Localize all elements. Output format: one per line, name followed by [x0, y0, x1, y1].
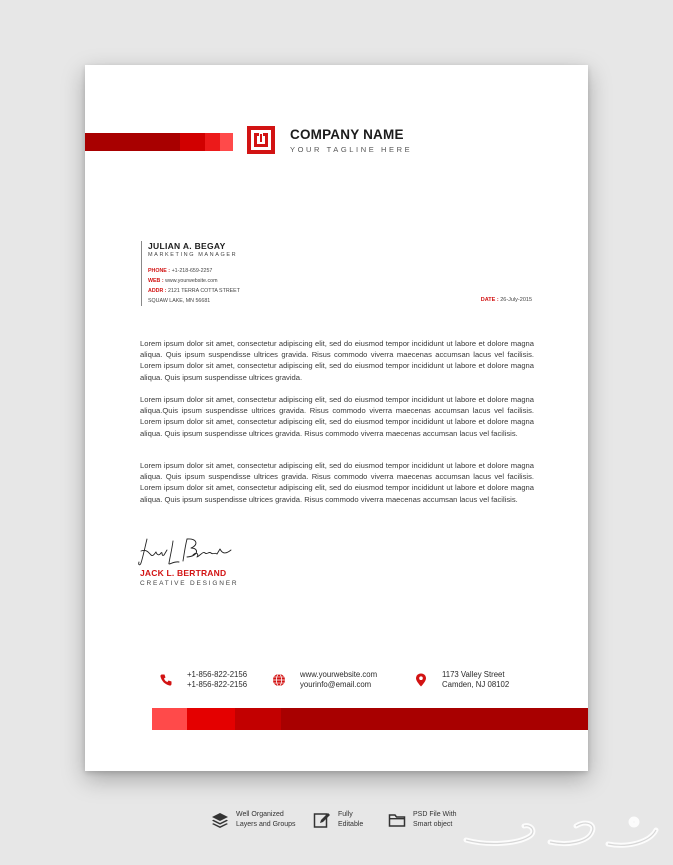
- feature-psd: [388, 810, 457, 829]
- footer-phone-2: +1-856-822-2156: [187, 679, 248, 689]
- footer-address: [414, 670, 509, 689]
- recipient-role: MARKETING MANAGER: [148, 252, 238, 258]
- edit-icon: [313, 811, 331, 829]
- footer-phone-1: +1-856-822-2156: [187, 670, 248, 679]
- feature-layers: [211, 810, 296, 829]
- feature-editable: [313, 810, 363, 829]
- footer-website: www.yourwebsite.com: [300, 670, 378, 679]
- feature-editable-line1: Fully: [338, 811, 353, 818]
- globe-icon: [272, 673, 286, 687]
- feature-psd-line2: Smart object: [413, 820, 453, 828]
- location-pin-icon: [414, 673, 428, 687]
- footer-color-bar: [152, 708, 588, 730]
- body-paragraph-3: Lorem ipsum dolor sit amet, consectetur adipiscing elit, sed do eiusmod tempor incididunt ut labore et dolore magna aliqua. Quis ipsum suspendisse ultrices gravida. Risus commodo viverra maecenas accumsan lacus vel facilisis. Lorem ipsum dolor sit amet, consectetur adipiscing elit, sed do eiusmod tempor incididunt ut labore et dolore magna aliqua. Quis ipsum suspendisse ultrices gravida. Risus commodo viverra maecenas accumsan lacus vel facilisis.: [140, 461, 534, 504]
- signer-name: JACK L. BERTRAND: [140, 568, 227, 578]
- feature-psd-line1: PSD File With: [413, 811, 457, 818]
- feature-layers-line1: Well Organized: [236, 811, 284, 818]
- footer-email: yourinfo@email.com: [300, 679, 372, 689]
- recipient-block: [141, 241, 240, 306]
- handwritten-signature: [137, 533, 233, 569]
- body-paragraph-1: Lorem ipsum dolor sit amet, consectetur adipiscing elit, sed do eiusmod tempor incididunt ut labore et dolore magna aliqua. Quis ipsum suspendisse ultrices gravida. Risus commodo viverra maecenas accumsan lacus vel facilisis. Lorem ipsum dolor sit amet, consectetur adipiscing elit, sed do eiusmod tempor incididunt ut labore et dolore magna aliqua. Quis ipsum suspendisse ultrices gravida.: [140, 339, 534, 382]
- recipient-name: JULIAN A. BEGAY: [148, 241, 226, 251]
- watermark-logo: [458, 806, 663, 856]
- footer-address-line2: Camden, NJ 08102: [442, 679, 510, 689]
- company-logo-icon: [247, 126, 275, 154]
- footer-phone: [159, 670, 247, 689]
- footer-web: [272, 670, 377, 689]
- footer-address-line1: 1173 Valley Street: [442, 670, 505, 679]
- signer-role: CREATIVE DESIGNER: [140, 580, 239, 587]
- recipient-address-line2: SQUAW LAKE, MN 56681: [148, 298, 211, 304]
- recipient-web: WEB : www.yourwebsite.com: [148, 278, 218, 284]
- feature-editable-line2: Editable: [338, 820, 364, 828]
- company-tagline: YOUR TAGLINE HERE: [290, 145, 413, 154]
- letterhead-page: [85, 65, 588, 771]
- folder-icon: [388, 811, 406, 829]
- recipient-address: ADDR : 2121 TERRA COTTA STREET: [148, 288, 240, 294]
- recipient-phone: PHONE : +1-218-659-2257: [148, 268, 213, 274]
- header-color-bar: [85, 133, 233, 151]
- phone-icon: [159, 673, 173, 687]
- company-name: COMPANY NAME: [290, 127, 404, 142]
- layers-icon: [211, 811, 229, 829]
- feature-layers-line2: Layers and Groups: [236, 820, 296, 828]
- body-paragraph-2: Lorem ipsum dolor sit amet, consectetur adipiscing elit, sed do eiusmod tempor incididunt ut labore et dolore magna aliqua.Quis ipsum suspendisse ultrices gravida. Risus commodo viverra maecenas accumsan lacus vel facilisis. Lorem ipsum dolor sit amet, consectetur adipiscing elit, sed do eiusmod tempor incididunt ut labore et dolore magna aliqua. Quis ipsum suspendisse ultrices gravida. Risus commodo viverra maecenas accumsan lacus vel facilisis.: [140, 395, 534, 438]
- letter-date: DATE : 26-July-2015: [480, 297, 532, 303]
